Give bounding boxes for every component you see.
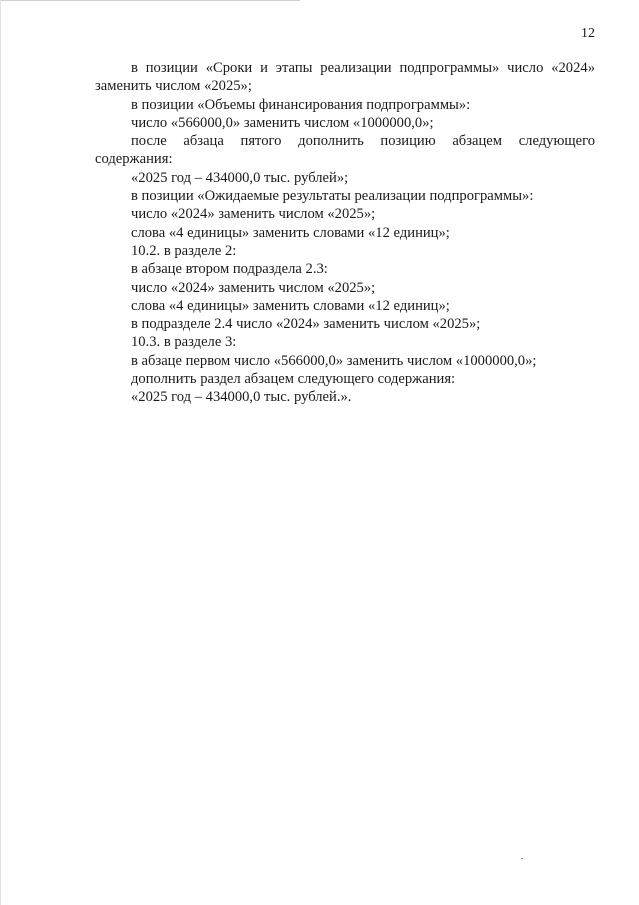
paragraph-2: в позиции «Объемы финансирования подпрограммы»: <box>131 96 471 113</box>
paragraph-15: в абзаце первом число «566000,0» заменить числом «1000000,0»; <box>131 352 537 369</box>
paragraph-5: «2025 год – 434000,0 тыс. рублей»; <box>131 169 349 186</box>
paragraph-10: в абзаце втором подраздела 2.3: <box>131 261 328 278</box>
paragraph-13: в подразделе 2.4 число «2024» заменить числом «2025»; <box>131 316 481 333</box>
paragraph-8: слова «4 единицы» заменить словами «12 единиц»; <box>131 224 450 241</box>
paragraph-3: число «566000,0» заменить числом «1000000,0»; <box>131 114 434 131</box>
paragraph-12: слова «4 единицы» заменить словами «12 единиц»; <box>131 297 450 314</box>
document-body <box>95 59 595 407</box>
paragraph-4: после абзаца пятого дополнить позицию абзацем следующего содержания: <box>95 133 595 168</box>
paragraph-11: число «2024» заменить числом «2025»; <box>131 279 376 296</box>
page-number: 12 <box>581 26 595 41</box>
paragraph-16: дополнить раздел абзацем следующего содержания: <box>131 371 456 388</box>
paragraph-6: в позиции «Ожидаемые результаты реализации подпрограммы»: <box>131 188 534 205</box>
paragraph-9: 10.2. в разделе 2: <box>131 242 237 259</box>
scan-top-edge <box>0 0 300 1</box>
scan-speck <box>521 858 523 859</box>
paragraph-7: число «2024» заменить числом «2025»; <box>131 206 376 223</box>
paragraph-17: «2025 год – 434000,0 тыс. рублей.». <box>131 389 352 406</box>
scan-left-edge <box>0 0 1 905</box>
paragraph-14: 10.3. в разделе 3: <box>131 334 237 351</box>
paragraph-1: в позиции «Сроки и этапы реализации подпрограммы» число «2024» заменить числом «2025»; <box>95 60 595 95</box>
